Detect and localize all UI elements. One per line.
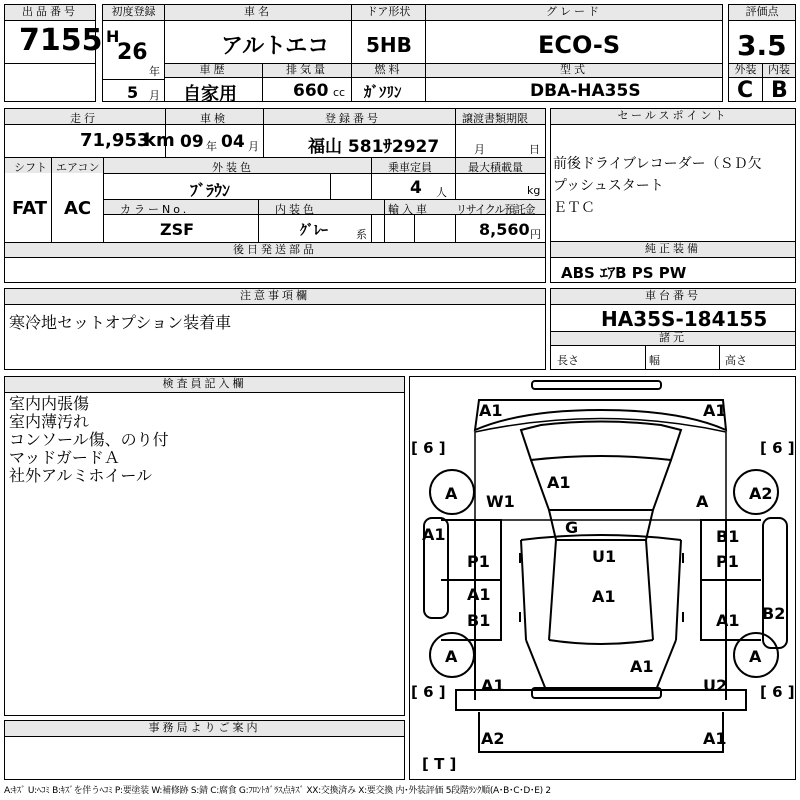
- transfer-day: 日: [529, 143, 540, 156]
- model-box: [425, 63, 723, 102]
- inspector-note: マッドガードＡ: [9, 448, 120, 467]
- inspector-label: 検査員記入欄: [5, 377, 404, 393]
- history-label: 車歴: [165, 64, 262, 78]
- lot-blank: [4, 63, 96, 102]
- inspection-month-unit: 月: [248, 140, 259, 153]
- damage-mark: P1: [716, 552, 739, 571]
- color-number: ZSF: [160, 220, 195, 239]
- exterior-color: ﾌﾞﾗｳﾝ: [190, 181, 231, 200]
- inspection-year: 09: [180, 132, 204, 152]
- tire-depth-bracket: [ 6 ]: [760, 439, 795, 457]
- damage-mark: A: [749, 647, 762, 666]
- damage-mark: A1: [481, 676, 505, 695]
- damage-mark: A: [696, 492, 709, 511]
- shift: FAT: [12, 198, 48, 219]
- inspection-label: 車検: [200, 112, 228, 125]
- shift-label: シフト: [14, 161, 47, 174]
- fuel-label: 燃料: [352, 64, 425, 78]
- model-label: 型式: [426, 64, 722, 78]
- sales-line: ＥＴＣ: [553, 200, 595, 216]
- equipment: ABS ｴｱB PS PW: [561, 264, 687, 282]
- displacement: 660: [293, 81, 329, 101]
- chassis-label: 車台番号: [551, 289, 795, 305]
- displacement-label: 排気量: [263, 64, 351, 78]
- chassis-number: HA35S-184155: [601, 307, 768, 331]
- load-unit: kg: [527, 184, 541, 197]
- caution-label: 注意事項欄: [5, 289, 545, 305]
- door-label: ドア形状: [352, 5, 425, 21]
- interior-box: [762, 63, 796, 102]
- reg-label: 登録番号: [325, 112, 381, 125]
- interior-color: ｸﾞﾚｰ: [300, 223, 328, 239]
- capacity-unit: 人: [436, 186, 447, 199]
- history: 自家用: [183, 84, 237, 105]
- damage-mark: A1: [467, 585, 491, 604]
- model: DBA-HA35S: [530, 81, 641, 101]
- grade: ECO-S: [538, 31, 621, 59]
- door-type: 5HB: [366, 33, 412, 57]
- load-label: 最大積載量: [468, 161, 523, 174]
- recycle-fee: 8,560: [479, 220, 530, 239]
- sales-line: プッシュスタート: [553, 178, 664, 194]
- damage-mark: B1: [716, 527, 740, 546]
- later-parts-label: 後日発送部品: [5, 243, 545, 258]
- damage-mark: A1: [592, 587, 616, 606]
- height-label: 高さ: [725, 354, 747, 367]
- lot-label: 出品番号: [5, 5, 95, 21]
- door-box: [351, 4, 426, 64]
- damage-mark: U1: [592, 547, 617, 566]
- displacement-box: [262, 63, 352, 102]
- office-box: [4, 720, 405, 780]
- inspector-box: [4, 376, 405, 716]
- damage-mark: A2: [481, 729, 505, 748]
- sales-line: 前後ドライブレコーダー（ＳＤ欠: [553, 156, 762, 172]
- tire-depth-bracket: [ 6 ]: [760, 683, 795, 701]
- first-reg-box: [102, 4, 165, 102]
- mileage-unit: km: [144, 130, 175, 151]
- office-label: 事務局よりご案内: [5, 721, 404, 737]
- history-box: [164, 63, 263, 105]
- color-no-label: カラーNo.: [120, 203, 190, 216]
- car-name-label: 車名: [165, 5, 351, 21]
- mileage: 71,953: [80, 130, 150, 151]
- tire-depth-bracket: [ 6 ]: [411, 439, 446, 457]
- inspection-month: 04: [221, 132, 245, 152]
- grade-box: [425, 4, 723, 64]
- damage-mark: B1: [467, 611, 491, 630]
- spare-tire-bracket: [ T ]: [422, 755, 457, 773]
- damage-mark: W1: [486, 492, 515, 511]
- damage-mark: B2: [762, 604, 786, 623]
- capacity-label: 乗車定員: [388, 161, 432, 174]
- year-unit: 年: [149, 65, 160, 78]
- transfer-month: 月: [474, 143, 485, 156]
- interior-score: B: [771, 78, 788, 103]
- exterior-score: C: [737, 78, 754, 103]
- score: 3.5: [737, 29, 787, 62]
- capacity: 4: [410, 178, 422, 198]
- inspector-note: 室内薄汚れ: [9, 412, 90, 431]
- first-reg-month: 5: [127, 83, 139, 102]
- damage-mark: A1: [547, 473, 571, 492]
- exterior-label: 外装: [729, 64, 762, 78]
- car-name-box: [164, 4, 352, 64]
- caution: 寒冷地セットオプション装着車: [9, 313, 232, 332]
- legend: A:ｷｽﾞ U:ﾍｺﾐ B:ｷｽﾞを伴うﾍｺﾐ P:要塗装 W:補修跡 S:錆 C:腐食 G:ﾌﾛﾝﾄｶﾞﾗｽ点ｷｽﾞ XX:交換済み X:要交換 内･外装評価 5段階ﾗﾝｸ順(A･B･C･D･E) 2: [4, 786, 551, 796]
- fuel-box: [351, 63, 426, 102]
- sales-label: セールスポイント: [551, 109, 795, 125]
- ac-label: エアコン: [56, 161, 100, 174]
- lot-box: [4, 4, 103, 64]
- inspector-note: 社外アルミホイール: [9, 466, 153, 485]
- grade-label: グレード: [426, 5, 722, 21]
- damage-mark: A: [445, 484, 458, 503]
- score-box: [728, 4, 796, 64]
- air-conditioner: AC: [64, 198, 92, 219]
- caution-box: [4, 288, 546, 370]
- first-reg-label: 初度登録: [103, 5, 164, 21]
- damage-mark: A2: [749, 484, 773, 503]
- era: H: [106, 27, 120, 46]
- recycle-label: リサイクル預託金: [456, 203, 535, 216]
- equipment-label: 純正装備: [551, 242, 795, 258]
- tire-depth-bracket: [ 6 ]: [411, 683, 446, 701]
- lot-number: 7155: [19, 23, 103, 58]
- recycle-unit: 円: [530, 228, 541, 241]
- transfer-label: 譲渡書類期限: [462, 112, 528, 125]
- fuel: ｶﾞｿﾘﾝ: [364, 83, 402, 101]
- dims-label: 諸元: [551, 332, 795, 346]
- mileage-label: 走行: [70, 112, 98, 125]
- equipment-box: [550, 241, 796, 283]
- inspector-note: 室内内張傷: [9, 394, 90, 413]
- damage-mark: A1: [479, 401, 503, 420]
- registration-number: 福山 581ｻ2927: [308, 137, 440, 157]
- chassis-box: [550, 288, 796, 370]
- damage-mark: U2: [703, 676, 728, 695]
- car-diagram: [409, 376, 796, 780]
- inspector-note: コンソール傷、のり付: [9, 430, 169, 449]
- color-label: 外装色: [212, 161, 254, 174]
- exterior-box: [728, 63, 763, 102]
- car-name: アルトエコ: [221, 34, 330, 59]
- import-label: 輸入車: [388, 203, 430, 216]
- month-unit: 月: [149, 89, 160, 102]
- interior-color-label: 内装色: [275, 203, 317, 216]
- damage-mark: A1: [422, 525, 446, 544]
- damage-mark: A1: [630, 657, 654, 676]
- damage-mark: P1: [467, 552, 490, 571]
- first-reg-year: 26: [117, 40, 148, 65]
- damage-mark: A: [445, 647, 458, 666]
- length-label: 長さ: [557, 354, 579, 367]
- damage-mark: A1: [703, 729, 727, 748]
- score-label: 評価点: [729, 5, 795, 21]
- damage-mark: A1: [703, 401, 727, 420]
- damage-mark: G: [565, 518, 579, 537]
- damage-mark: A1: [716, 611, 740, 630]
- sales-box: [550, 108, 796, 258]
- displacement-unit: cc: [333, 86, 346, 99]
- interior-label: 内装: [763, 64, 795, 78]
- inspection-year-unit: 年: [206, 140, 217, 153]
- interior-color-unit: 系: [356, 228, 367, 241]
- width-label: 幅: [649, 354, 660, 367]
